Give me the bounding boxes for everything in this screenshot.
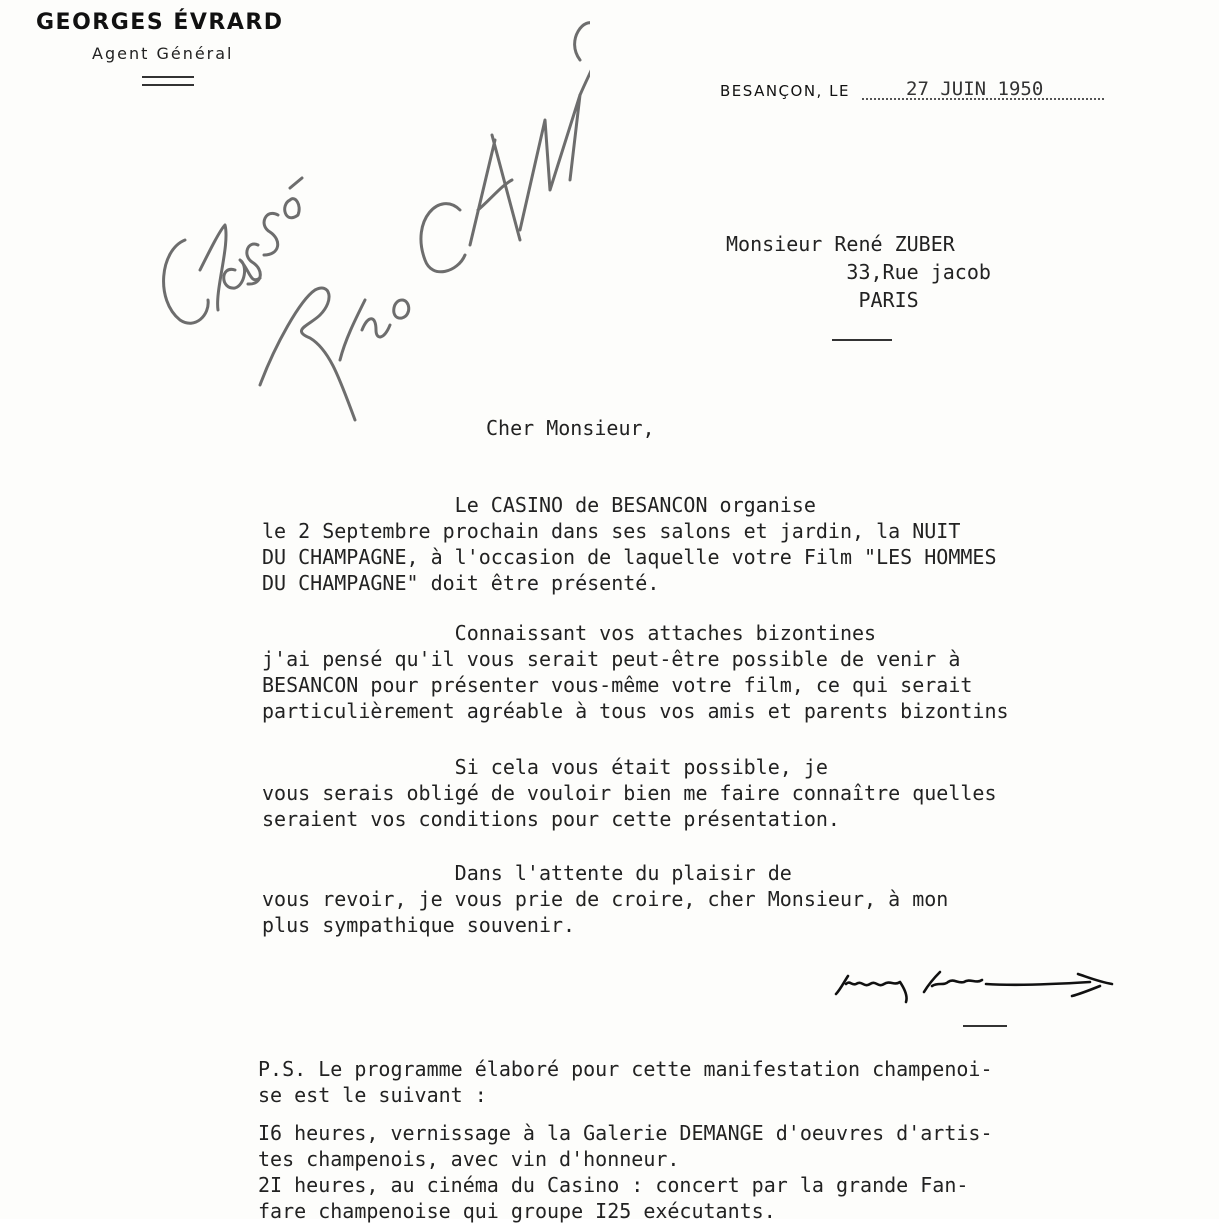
recipient-address — [726, 230, 991, 314]
signature — [828, 962, 1128, 1012]
program-item: 2I heures, au cinéma du Casino : concert par la grande Fan- — [258, 1173, 969, 1197]
recipient-divider — [832, 339, 892, 341]
paragraph-line: plus sympathique souvenir. — [262, 913, 576, 937]
program-item: tes champenois, avec vin d'honneur. — [258, 1147, 680, 1171]
postscript-program — [258, 1120, 993, 1224]
paragraph-line: le 2 Septembre prochain dans ses salons et jardin, la NUIT — [262, 519, 961, 543]
paragraph-1 — [262, 492, 997, 596]
paragraph-3 — [262, 754, 997, 832]
dateline-date: 27 JUIN 1950 — [862, 78, 1104, 100]
paragraph-line: Si cela vous était possible, je — [262, 755, 828, 779]
paragraph-line: DU CHAMPAGNE, à l'occasion de laquelle votre Film "LES HOMMES — [262, 545, 997, 569]
postscript-line: P.S. Le programme élaboré pour cette manifestation champenoi- — [258, 1057, 993, 1081]
recipient-street: 33,Rue jacob — [846, 260, 991, 284]
paragraph-2 — [262, 620, 1009, 724]
dateline-place: BESANÇON, LE — [720, 82, 850, 100]
paragraph-line: vous revoir, je vous prie de croire, cher Monsieur, à mon — [262, 887, 949, 911]
paragraph-line: vous serais obligé de vouloir bien me faire connaître quelles — [262, 781, 997, 805]
paragraph-line: particulièrement agréable à tous vos amis et parents bizontins — [262, 699, 1009, 723]
paragraph-line: BESANCON pour présenter vous-même votre film, ce qui serait — [262, 673, 973, 697]
handwritten-note — [140, 0, 590, 440]
letterhead-name: GEORGES ÉVRARD — [36, 10, 284, 35]
letterhead-title: Agent Général — [92, 44, 234, 63]
recipient-name: Monsieur René ZUBER — [726, 232, 955, 256]
program-item: I6 heures, vernissage à la Galerie DEMANGE d'oeuvres d'artis- — [258, 1121, 993, 1145]
paragraph-line: Dans l'attente du plaisir de — [262, 861, 792, 885]
paragraph-line: DU CHAMPAGNE" doit être présenté. — [262, 571, 660, 595]
program-item: fare champenoise qui groupe I25 exécutants. — [258, 1199, 776, 1223]
signature-underline — [963, 1025, 1007, 1027]
recipient-city: PARIS — [858, 288, 919, 312]
postscript-intro — [258, 1056, 993, 1108]
paragraph-line: seraient vos conditions pour cette présentation. — [262, 807, 840, 831]
salutation: Cher Monsieur, — [486, 416, 655, 440]
postscript-line: se est le suivant : — [258, 1083, 487, 1107]
paragraph-4 — [262, 860, 948, 938]
paragraph-line: Connaissant vos attaches bizontines — [262, 621, 877, 645]
paragraph-line: j'ai pensé qu'il vous serait peut-être possible de venir à — [262, 647, 961, 671]
paragraph-line: Le CASINO de BESANCON organise — [262, 493, 816, 517]
